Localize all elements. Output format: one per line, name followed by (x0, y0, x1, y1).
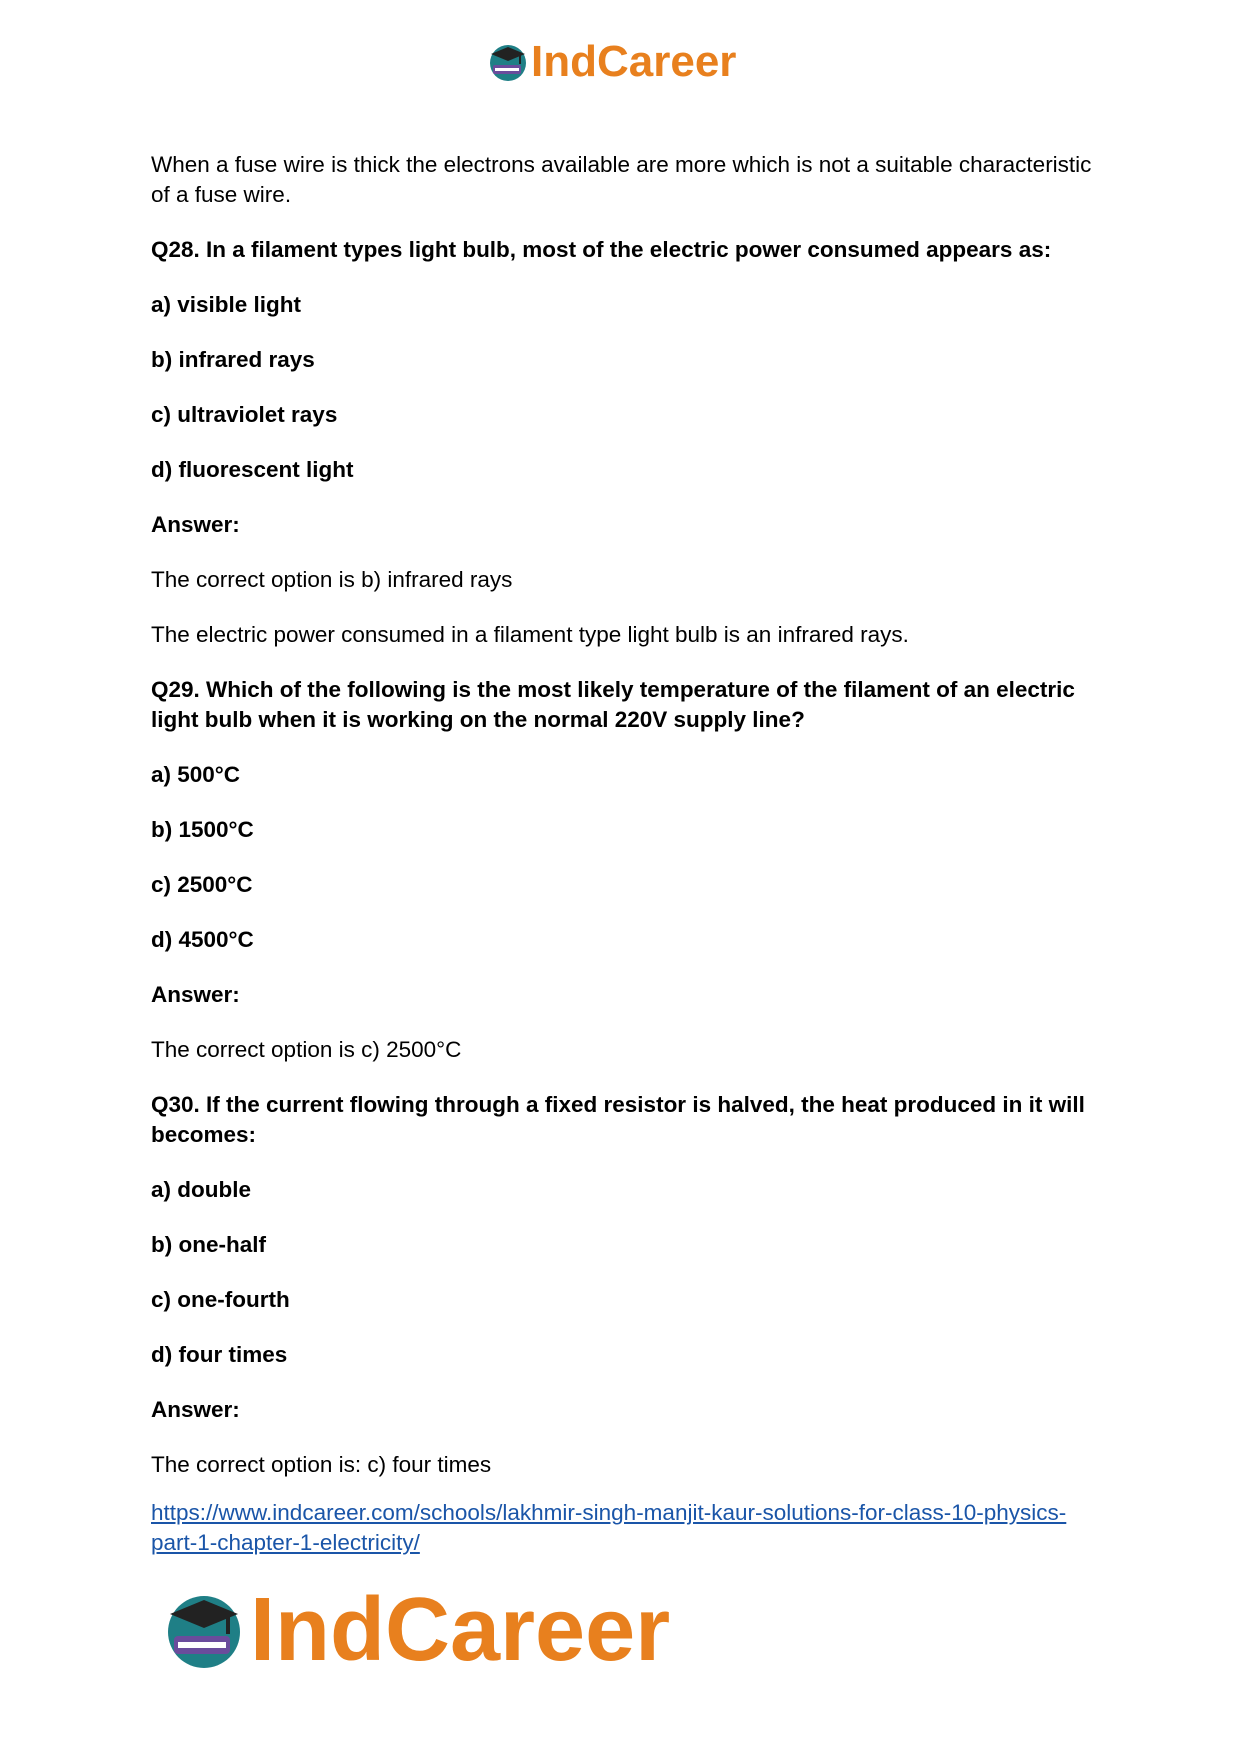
q30-option-b: b) one-half (151, 1232, 266, 1257)
q28-explanation: The electric power consumed in a filament type light bulb is an infrared rays. (151, 622, 909, 647)
q29-option-c: c) 2500°C (151, 872, 253, 897)
q30-question: Q30. If the current flowing through a fixed resistor is halved, the heat produced in it will becomes: (151, 1092, 1085, 1147)
q28-answer: The correct option is b) infrared rays (151, 567, 513, 592)
q29-question: Q29. Which of the following is the most likely temperature of the filament of an electric light bulb when it is working on the normal 220V supply line? (151, 677, 1075, 732)
q28-option-b: b) infrared rays (151, 347, 315, 372)
q28-question: Q28. In a filament types light bulb, most of the electric power consumed appears as: (151, 237, 1052, 262)
q28-option-d: d) fluorescent light (151, 457, 354, 482)
document-body (151, 150, 1101, 1558)
q29-answer-label: Answer: (151, 982, 240, 1007)
header-logo (487, 37, 737, 86)
source-link[interactable]: https://www.indcareer.com/schools/lakhmir-singh-manjit-kaur-solutions-for-class-10-physics-part-1-chapter-1-electricity/ (151, 1500, 1067, 1555)
q29-option-b: b) 1500°C (151, 817, 254, 842)
q29-option-a: a) 500°C (151, 762, 241, 787)
footer-logo (162, 1580, 671, 1680)
q30-option-a: a) double (151, 1177, 251, 1202)
q30-answer: The correct option is: c) four times (151, 1452, 492, 1477)
q30-option-d: d) four times (151, 1342, 288, 1367)
q30-option-c: c) one-fourth (151, 1287, 290, 1312)
graduation-book-icon (162, 1588, 246, 1672)
graduation-book-icon (487, 41, 529, 83)
footer-logo-text: IndCareer (250, 1580, 671, 1680)
q28-answer-label: Answer: (151, 512, 240, 537)
q29-option-d: d) 4500°C (151, 927, 254, 952)
header-logo-text: IndCareer (531, 37, 737, 86)
q30-answer-label: Answer: (151, 1397, 240, 1422)
q28-option-c: c) ultraviolet rays (151, 402, 338, 427)
q29-answer: The correct option is c) 2500°C (151, 1037, 462, 1062)
q28-option-a: a) visible light (151, 292, 302, 317)
intro-paragraph: When a fuse wire is thick the electrons available are more which is not a suitable characteristic of a fuse wire. (151, 152, 1092, 207)
